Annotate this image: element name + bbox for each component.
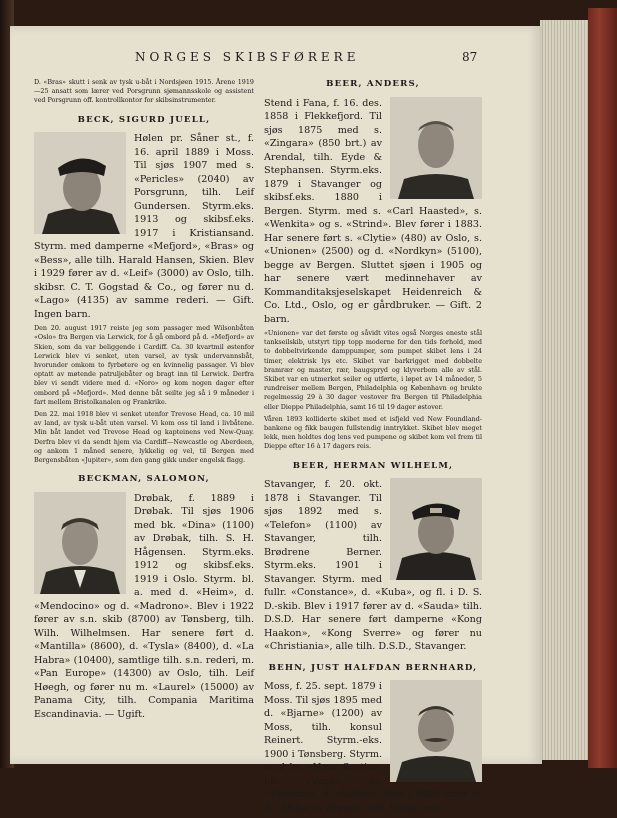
entry-note-beer-anders-2: Våren 1893 kolliderte skibet med et isfjeld ved New Foundland-bankene og fikk baugen fullstendig inntrykket. Skibet blev meget lekk, men holdtes dog lens ved pumpene og skibet kom vel frem til Dieppe efter 16 à 17 dagers reis. [264, 414, 482, 451]
left-column [34, 78, 254, 724]
mustached-man-portrait-icon [390, 680, 482, 782]
entry-heading-beer-herman: BEER, HERMAN WILHELM, [292, 460, 454, 471]
intro-note: D. «Bras» skutt i senk av tysk u-båt i Nordsjøen 1915. Årene 1919—25 ansatt som lærer ved Porsgrunn sjømannsskole og assistent ved Porsgrunn off. kontrollkontor for skibsinstrumenter. [34, 78, 254, 105]
entry-note-beck-2: Den 22. mai 1918 blev vi senket utenfor Trevose Head, ca. 10 mil av land, av tysk u-båt uten varsel. Vi kom oss til land i livbåtene. Min båt landet ved Trevose Head og kapteinens ved New-Quay. Derfra blev vi da sendt hjem via Cardiff—Newcastle og Aberdeen, og ankom 1 måned senere, lykkelig og vel, til Bergen med Bergensbåten «Jupiter», som den gang gikk under engelsk flagg. [34, 409, 254, 464]
page-edges [540, 20, 588, 760]
entry-bio-beer-anders: Stend i Fana, f. 16. des. 1858 i Flekkefjord. Til sjøs 1875 med s. «Zingara» (850 brt.) av Arendal, tilh. Eyde & Stephansen. Styrm.eks. 1879 i Stavanger og skibsf.eks. 1880 i Bergen. Styrm. med s. «Carl Haasted», s. «Wenkita» og s. «Strind». Blev fører i 1883. Har senere ført s. «Clytie» (480) av Oslo, s. «Unionen» (2500) og d. «Nordkyn» (5100), begge av Bergen. Sluttet sjøen i 1905 og har senere vært medinnehaver av Kommanditaksjeselskapet Heidenreich & Co. Ltd., Oslo, og er gårdbruker. — Gift. 2 barn. [264, 97, 482, 325]
header-title: NORGES SKIBSFØRERE [135, 50, 360, 64]
page-number: 87 [462, 50, 478, 64]
entry-bio-behn: Moss, f. 25. sept. 1879 i Moss. Til sjøs 1895 med d. «Bjarne» (1200) av Moss, tilh. konsul Reinert. Styrm.-eks. 1900 i Tønsberg. Styrm. med br. «Nova Scotia», bk. «Vega», br. «Theodor», d. «Valhal». Blev i 1905 fører av d. «Mils» av Bryssel, tilh. l'Etat Inde- [264, 681, 482, 814]
book-cover [588, 8, 617, 768]
elderly-man-portrait-icon [390, 97, 482, 199]
right-column [264, 78, 482, 818]
portrait-photo-beckman [34, 492, 126, 594]
entry-heading-behn: BEHN, JUST HALFDAN BERNHARD, [268, 662, 478, 673]
entry-bio-beck: Hølen pr. Såner st., f. 16. april 1889 i Moss. Til sjøs 1907 med s. «Pericles» (2040) av Porsgrunn, tilh. Leif Gundersen. Styrm.eks. 1913 og skibsf.eks. 1917 i Kristiansand. Styrm. med damperne «Mefjord», «Bras» og «Bess», alle tilh. Harald Hansen, Skien. Blev i 1929 fører av d. «Leif» (3000) av Oslo, tilh. skibsr. C. T. Gogstad & Co., og fører nu d. «Lago» (4135) av samme rederi. — Gift. Ingen barn. [34, 133, 254, 320]
portrait-photo-beer-herman [390, 478, 482, 580]
running-header [10, 48, 542, 70]
entry-heading-beer-anders: BEER, ANDERS, [326, 79, 420, 89]
suited-man-portrait-icon [34, 492, 126, 594]
portrait-photo-beck [34, 132, 126, 234]
book-page [10, 26, 542, 814]
entry-note-beer-anders-1: «Unionen» var det første og såvidt vites også Norges eneste stål tankseilskib, utstyrt tipp topp moderne for den tids forhold, med to dobbeltvirkende damppumper, som pumpet skibet lens i 24 timer, elektrisk lys etc. Skibet var barkrigget med dobbelte bramrær og master, rær, baugspryd og klyverbom alle av stål. Skibet var en utmerket seiler og utførte, i løpet av 14 måneder, 5 rundreiser mellem Bergen, Philadelphia og København og brukte regelmessig 29 à 30 dager vestover fra Bergen til Philadelphia eller Dieppe Philadelphia, samt 16 til 19 dager østover. [264, 329, 482, 411]
entry-bio-beer-herman: Stavanger, f. 20. okt. 1878 i Stavanger. Til sjøs 1892 med s. «Telefon» (1100) av Stavanger, tilh. Brødrene Berner. Styrm.eks. 1901 i Stavanger. Styrm. med fullr. «Constance», d. «Kuba», og fl. i D. S. D.-skib. Blev i 1917 fører av d. «Sauda» tilh. D.S.D. Har senere ført damperne «Kong Haakon», «Kong Sverre» og fører nu «Christiania», alle tilh. D.S.D., Stavanger. [264, 479, 482, 653]
portrait-photo-behn [390, 680, 482, 782]
uniformed-captain-portrait-icon [390, 478, 482, 580]
portrait-photo-beer-anders [390, 97, 482, 199]
captain-cap-portrait-icon [34, 132, 126, 234]
entry-heading-beckman: BECKMAN, SALOMON, [78, 474, 210, 485]
entry-heading-beck: BECK, SIGURD JUELL, [77, 114, 211, 125]
entry-bio-beckman: Drøbak, f. 1889 i Drøbak. Til sjøs 1906 med bk. «Dina» (1100) av Drøbak, tilh. S. H. Hågensen. Styrm.eks. 1912 og skibsf.eks. 1919 i Oslo. Styrm. bl. a. med d. «Heim», d. «Mendocino» og d. «Madrono». Blev i 1922 fører av s.n. skib (8700) av Tønsberg, tilh. Wilh. Wilhelmsen. Har senere ført d. «Mantilla» (8600), d. «Tysla» (8400), d. «La Habra» (10400), samtlige tilh. s.n. rederi, m. «Pan Europe» (14300) av Oslo, tilh. Leif Høegh, og fører nu m. «Laurel» (15000) av Panama City, tilh. Compania Maritima Escandinavia. — Ugift. [34, 492, 254, 720]
entry-note-beck-1: Den 20. august 1917 reiste jeg som passager med Wilsonbåten «Oslo» fra Bergen via Lerwick, for å gå ombord på d. «Mefjord» av Skien, som da var beliggende i Cardiff. Ca. 30 kvartmil østenfor Lerwick blev vi senket, uten varsel, av tysk undervannsbåt, hvorunder omkom to fyrbøtere og en kvinnelig passager. Vi blev optatt av møtende patruljebåter og bragt inn til Lerwick. Derfra blev vi sendt videre med d. «Noro» og kom nogen dager efter ombord på «Mefjord». Med denne båt seilte jeg så i 9 måneder i fart mellem Bristolkanalen og Frankrike. [34, 324, 254, 406]
